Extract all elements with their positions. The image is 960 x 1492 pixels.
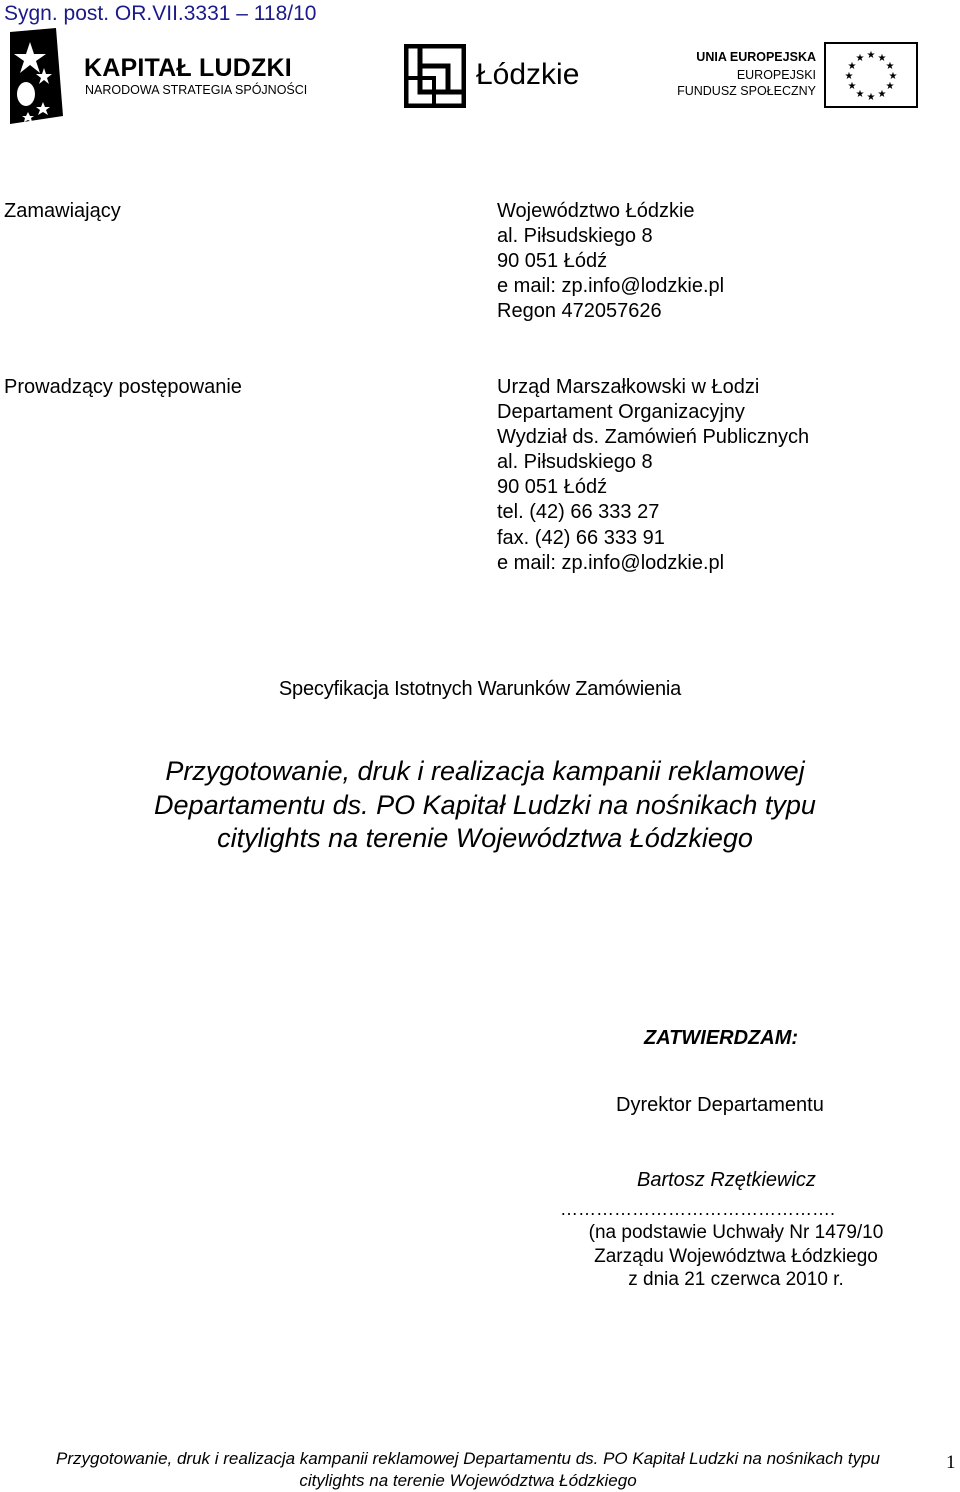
footer-line: Przygotowanie, druk i realizacja kampanii reklamowej Departamentu ds. PO Kapitał Ludzki na nośnikach typu [56,1449,880,1468]
svg-text:★: ★ [877,53,887,64]
signature-line: ………………………………………. [560,1199,836,1219]
conducting-party-label: Prowadzący postępowanie [4,376,242,398]
conducting-party-line: Departament Organizacyjny [497,401,745,424]
document-title [0,755,960,856]
eu-logo [677,42,918,108]
eu-logo-line3: FUNDUSZ SPOŁECZNY [677,84,816,98]
approval-basis-line: Zarządu Województwa Łódzkiego [594,1245,878,1267]
conducting-party-details [497,375,809,576]
approval-basis-line: (na podstawie Uchwały Nr 1479/10 [588,1222,884,1243]
kapital-ludzki-logo [8,28,308,124]
conducting-party-email: e mail: zp.info@lodzkie.pl [497,551,725,574]
conducting-party-line: Wydział ds. Zamówień Publicznych [497,426,810,449]
approval-basis-line: z dnia 21 czerwca 2010 r. [628,1269,844,1290]
svg-text:★: ★ [888,71,898,82]
page-footer [0,1448,936,1492]
conducting-party-phone: tel. (42) 66 333 27 [497,501,660,524]
eu-flag-icon [824,42,918,108]
ordering-party-email: e mail: zp.info@lodzkie.pl [497,275,725,298]
approver-name: Bartosz Rzętkiewicz [637,1169,816,1191]
document-heading: Specyfikacja Istotnych Warunków Zamówienia [278,678,682,700]
conducting-party-line: Urząd Marszałkowski w Łodzi [497,376,760,398]
svg-text:★: ★ [866,92,876,103]
svg-text:★: ★ [847,61,857,72]
lodzkie-emblem-icon [404,44,466,108]
document-title-line: citylights na terenie Województwa Łódzkiego [217,823,753,853]
approval-heading: ZATWIERDZAM: [644,1027,799,1049]
conducting-party-fax: fax. (42) 66 333 91 [497,526,665,549]
lodzkie-logo-text: Łódzkie [476,58,580,91]
footer-line: citylights na terenie Województwa Łódzkiego [299,1471,637,1490]
document-reference: Sygn. post. OR.VII.3331 – 118/10 [4,2,317,25]
svg-text:★: ★ [847,81,857,92]
document-title-line: Departamentu ds. PO Kapitał Ludzki na nośnikach typu [154,789,816,820]
document-title-line: Przygotowanie, druk i realizacja kampanii reklamowej [165,756,805,786]
approver-position: Dyrektor Departamentu [616,1094,824,1116]
eu-logo-line2: EUROPEJSKI [736,68,816,82]
conducting-party-line: al. Piłsudskiego 8 [497,451,653,474]
svg-text:★: ★ [885,81,895,92]
conducting-party-line: 90 051 Łódź [497,476,608,499]
ordering-party-line: Województwo Łódzkie [497,200,695,222]
lodzkie-logo [404,44,594,108]
svg-text:★: ★ [855,53,865,64]
ordering-party-regon: Regon 472057626 [497,300,662,323]
approval-basis [560,1221,912,1292]
ordering-party-line: al. Piłsudskiego 8 [497,225,653,248]
kapital-ludzki-title: KAPITAŁ LUDZKI [84,54,292,82]
svg-text:★: ★ [855,89,865,100]
ordering-party-line: 90 051 Łódź [497,250,608,273]
kapital-ludzki-subtitle: NARODOWA STRATEGIA SPÓJNOŚCI [85,83,308,97]
svg-text:★: ★ [877,89,887,100]
svg-text:★: ★ [885,61,895,72]
svg-text:★: ★ [866,50,876,61]
page-number: 1 [946,1452,956,1473]
svg-text:★: ★ [844,71,854,82]
ordering-party-label: Zamawiający [4,200,121,222]
eu-logo-line1: UNIA EUROPEJSKA [696,50,816,64]
ordering-party-details [497,199,724,324]
